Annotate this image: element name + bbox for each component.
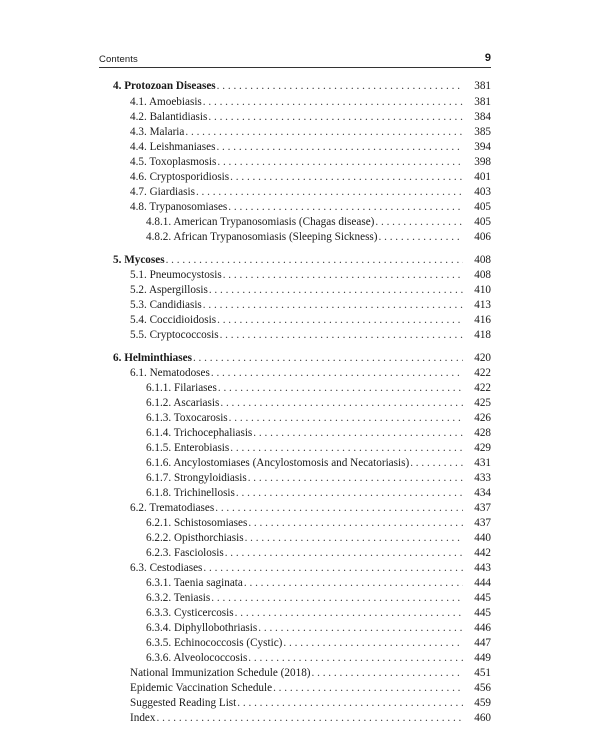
toc-entry-page: 444 [474,577,491,589]
dot-leader [245,531,463,545]
toc-subsection [0,456,491,470]
toc-subsection [0,621,491,635]
toc-entry-page: 406 [474,231,491,243]
dot-leader [166,253,463,267]
dot-leader [209,283,463,297]
toc-entry-title: 6.1.8. Trichinellosis [146,487,235,499]
toc-section [0,170,491,184]
dot-leader [230,170,463,184]
toc-subsection [0,441,491,455]
toc-subsection [0,486,491,500]
dot-leader [244,576,463,590]
toc-section [0,366,491,380]
dot-leader [217,79,463,93]
toc-entry-title: 6.1. Nematodoses [130,367,210,379]
toc-entry-title: 4.1. Amoebiasis [130,96,202,108]
toc-entry-page: 437 [474,517,491,529]
toc-entry-page: 447 [474,637,491,649]
toc-section [0,95,491,109]
running-head-title: Contents [99,54,138,65]
toc-entry-title: 4.8. Trypanosomiases [130,201,228,213]
toc-entry-title: 4.8.1. American Trypanosomiasis (Chagas disease) [146,216,375,228]
dot-leader [217,313,463,327]
toc-entry-page: 428 [474,427,491,439]
toc-entry-title: Suggested Reading List [130,697,237,709]
toc-subsection [0,636,491,650]
toc-entry-title: 6.1.5. Enterobiasis [146,442,230,454]
toc-entry-page: 405 [474,216,491,228]
toc-entry-page: 381 [474,96,491,108]
toc-entry-page: 431 [474,457,491,469]
dot-leader [283,636,463,650]
toc-entry-title: 4. Protozoan Diseases [113,80,216,92]
dot-leader [236,486,463,500]
toc-subsection [0,381,491,395]
toc-entry-page: 413 [474,299,491,311]
toc-entry-title: 4.4. Leishmaniases [130,141,216,153]
toc-entry-title: 6.1.6. Ancylostomiases (Ancylostomosis and Necatoriasis) [146,457,410,469]
dot-leader [410,456,463,470]
dot-leader [248,651,463,665]
toc-subsection [0,651,491,665]
toc-entry-title: 5.2. Aspergillosis [130,284,208,296]
toc-subsection [0,471,491,485]
toc-section [0,110,491,124]
toc-entry-title: National Immunization Schedule (2018) [130,667,311,679]
toc-section [0,268,491,282]
dot-leader [211,366,463,380]
dot-leader [203,298,463,312]
toc-entry-title: 6.2.2. Opisthorchiasis [146,532,244,544]
toc-entry-page: 459 [474,697,491,709]
toc-entry-title: 6. Helminthiases [113,352,192,364]
dot-leader [193,351,463,365]
toc-entry-page: 405 [474,201,491,213]
dot-leader [273,681,463,695]
toc-subsection [0,591,491,605]
toc-entry-page: 418 [474,329,491,341]
toc-section [0,283,491,297]
toc-subsection [0,546,491,560]
toc-entry-page: 456 [474,682,491,694]
toc-entry-page: 445 [474,607,491,619]
toc-entry-title: 6.3.6. Alveolococcosis [146,652,248,664]
toc-backmatter [0,681,491,695]
dot-leader [217,155,463,169]
dot-leader [248,471,463,485]
toc-entry-page: 420 [474,352,491,364]
toc-subsection [0,215,491,229]
dot-leader [237,696,463,710]
toc-backmatter [0,696,491,710]
toc-section [0,125,491,139]
toc-entry-page: 422 [474,367,491,379]
dot-leader [253,426,463,440]
toc-section [0,298,491,312]
dot-leader [216,140,463,154]
toc-entry-page: 394 [474,141,491,153]
toc-entry-title: 4.8.2. African Trypanosomiasis (Sleeping Sickness) [146,231,378,243]
toc-backmatter [0,666,491,680]
toc-entry-title: 5.3. Candidiasis [130,299,202,311]
toc-entry-title: 5.1. Pneumocystosis [130,269,222,281]
toc-entry-page: 410 [474,284,491,296]
dot-leader [375,215,463,229]
toc-entry-page: 422 [474,382,491,394]
toc-entry-title: 6.2. Trematodiases [130,502,215,514]
toc-entry-page: 445 [474,592,491,604]
toc-subsection [0,411,491,425]
toc-entry-page: 398 [474,156,491,168]
toc-subsection [0,396,491,410]
toc-entry-title: 6.3.3. Cysticercosis [146,607,234,619]
toc-chapter [0,253,491,267]
toc-entry-title: 5.4. Coccidioidosis [130,314,217,326]
toc-entry-title: 6.1.7. Strongyloidiasis [146,472,247,484]
toc-entry-title: 6.2.3. Fasciolosis [146,547,224,559]
toc-entry-title: 6.3.1. Taenia saginata [146,577,243,589]
toc-entry-page: 425 [474,397,491,409]
dot-leader [208,110,463,124]
toc-section [0,313,491,327]
dot-leader [218,381,463,395]
toc-entry-page: 384 [474,111,491,123]
toc-entry-page: 426 [474,412,491,424]
toc-entry-page: 437 [474,502,491,514]
toc-entry-title: 4.2. Balantidiasis [130,111,208,123]
toc-entry-page: 408 [474,254,491,266]
toc-entry-page: 408 [474,269,491,281]
dot-leader [379,230,463,244]
toc-subsection [0,531,491,545]
toc-entry-page: 449 [474,652,491,664]
toc-subsection [0,426,491,440]
dot-leader [258,621,463,635]
toc-entry-page: 443 [474,562,491,574]
toc-entry-title: Index [130,712,156,724]
toc-entry-title: 6.3. Cestodiases [130,562,203,574]
toc-subsection [0,606,491,620]
toc-backmatter [0,711,491,725]
toc-entry-title: 6.1.4. Trichocephaliasis [146,427,253,439]
toc-entry-page: 440 [474,532,491,544]
toc-entry-page: 434 [474,487,491,499]
toc-section [0,501,491,515]
toc-entry-title: 5. Mycoses [113,254,165,266]
toc-entry-title: 6.3.5. Echinococcosis (Cystic) [146,637,283,649]
toc-entry-page: 403 [474,186,491,198]
toc-entry-title: 4.3. Malaria [130,126,185,138]
dot-leader [156,711,463,725]
dot-leader [220,328,463,342]
dot-leader [203,95,463,109]
toc-entry-page: 416 [474,314,491,326]
dot-leader [312,666,463,680]
dot-leader [228,200,463,214]
toc-entry-title: 6.1.1. Filariases [146,382,217,394]
toc-entry-title: 5.5. Cryptococcosis [130,329,219,341]
dot-leader [223,268,463,282]
toc-entry-page: 433 [474,472,491,484]
toc-entry-page: 381 [474,80,491,92]
page-number: 9 [484,52,491,64]
toc-subsection [0,516,491,530]
toc-entry-page: 429 [474,442,491,454]
toc-entry-title: 6.3.2. Teniasis [146,592,211,604]
dot-leader [230,441,463,455]
dot-leader [225,546,463,560]
toc-section [0,561,491,575]
toc-entry-page: 401 [474,171,491,183]
toc-chapter [0,79,491,93]
dot-leader [211,591,463,605]
dot-leader [235,606,463,620]
toc-entry-title: 4.5. Toxoplasmosis [130,156,217,168]
dot-leader [203,561,463,575]
dot-leader [248,516,463,530]
toc-subsection [0,576,491,590]
toc-entry-title: 6.1.2. Ascariasis [146,397,220,409]
toc-entry-title: 4.6. Cryptosporidiosis [130,171,230,183]
toc-section [0,200,491,214]
toc-entry-title: 6.1.3. Toxocarosis [146,412,228,424]
dot-leader [215,501,463,515]
toc-chapter [0,351,491,365]
toc-entry-page: 446 [474,622,491,634]
toc-section [0,140,491,154]
toc-entry-title: 6.2.1. Schistosomiases [146,517,248,529]
toc-entry-page: 451 [474,667,491,679]
toc-entry-title: 4.7. Giardiasis [130,186,195,198]
dot-leader [185,125,463,139]
toc-subsection [0,230,491,244]
toc-section [0,185,491,199]
toc-section [0,328,491,342]
dot-leader [229,411,463,425]
toc-entry-title: Epidemic Vaccination Schedule [130,682,273,694]
dot-leader [196,185,463,199]
toc-entry-page: 385 [474,126,491,138]
toc-section [0,155,491,169]
toc-entry-title: 6.3.4. Diphyllobothriasis [146,622,258,634]
toc-entry-page: 442 [474,547,491,559]
dot-leader [220,396,463,410]
toc-entry-page: 460 [474,712,491,724]
